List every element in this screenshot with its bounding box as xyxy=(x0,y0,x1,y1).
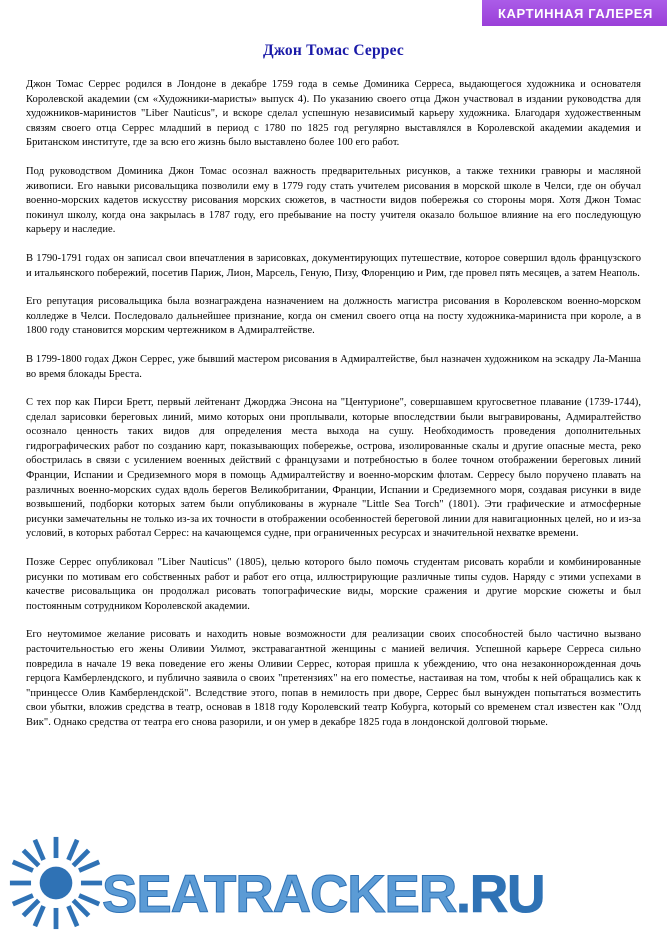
article-paragraph: Его неутомимое желание рисовать и находить новые возможности для реализации своих способностей было частично вызвано расточительностью его жены Оливии Уилмот, экстравагантной женщины с манией величия. Успешной карьере Серреса сильно повредила в начале 19 века поведение его жены Оливии Серрес, которая пришла к убеждению, что она незаконнорожденная дочь герцога Камберлендского, и публично заявила о своих "претензиях" на его поместье, настаивая на том, чтобы к ней обращались как к "принцессе Олив Камберлендской". Вследствие этого, попав в немилость при дворе, Серрес был вынужден попытаться возместить свои убытки, вложив средства в театр, основав в 1818 году Королевский театр Кобурга, который со временем стал известен как "Олд Вик". Однако средства от театра его снова разорили, и он умер в декабре 1825 года в лондонской долговой тюрьме. xyxy=(26,629,641,728)
article-paragraph: С тех пор как Пирси Бретт, первый лейтенант Джорджа Энсона на "Центурионе", совершавшем кругосветное плавание (1739-1744), сделал зарисовки береговых линий, мимо которых они проплывали, которые впоследствии были выгравированы, Адмиралтейство осознало ценность таких видов для определения места выхода на сушу. Необходимость проведения дополнительных гидрографических работ по созданию карт, показывающих побережье, острова, изолированные скалы и другие опасные места, реко обострилась в связи с усилением военных действий с французами и потребностью в более точном отображении береговых линий Франции, Испании и Средиземного моря в помощь Адмиралтейству и военно-морским флотам. Серресу было поручено плавать на различных военно-морских судах вдоль берегов Великобритании, Франции, Испании и Средиземного моря, создавая рисунки в виде возвышений, подборки которых затем были опубликованы в журнале "Little Sea Torch" (1801). Эти графические и атмосферные рисунки замечательны не только из-за их точности в отображении особенностей береговой линии для навигационных целей, но и из-за условий, в которых работал Серрес: на качающемся судне, при ограниченных ресурсах и значительной нехватке времени. xyxy=(26,397,641,540)
article-paragraph: В 1790-1791 годах он записал свои впечатления в зарисовках, документирующих путешествие, которое совершил вдоль французского и итальянского побережий, посетив Париж, Лион, Марсель, Геную, Пизу, Флоренцию и Рим, где провел пять месяцев, а затем Неаполь. xyxy=(26,252,641,279)
sun-icon xyxy=(8,835,104,931)
wordmark-tld: .RU xyxy=(456,865,545,924)
article-paragraph: Джон Томас Серрес родился в Лондоне в декабре 1759 года в семье Доминика Серреса, выдающегося художника и основателя Королевской академии (см «Художники-маристы» выпуск 4). По указанию своего отца Джон участвовал в издании руководства для художников-маринистов "Liber Nauticus", и вскоре сделал успешную независимый карьеру художника. Благодаря художественным связям своего отца Серрес младший в период с 1780 по 1825 год регулярно выставлялся в Королевской академии академия и Британском институте, где за всю его жизнь было выставлено более 100 его работ. xyxy=(26,79,641,149)
wordmark-main: SEATRACKER xyxy=(102,865,457,924)
wordmark xyxy=(102,865,545,924)
category-banner xyxy=(482,0,667,26)
article-paragraph: В 1799-1800 годах Джон Серрес, уже бывший мастером рисования в Адмиралтействе, был назначен художником на эскадру Ла-Манша во время блокады Бреста. xyxy=(26,353,641,380)
category-banner-label: КАРТИННАЯ ГАЛЕРЕЯ xyxy=(482,0,667,26)
article-paragraph: Позже Серрес опубликовал "Liber Nauticus" (1805), целью которого было помочь студентам рисовать корабли и комбинированные рисунки по мотивам его собственных работ и работ его отца, иллюстрирующие различные типы судов. Наряду с этими успехами в качестве рисовальщика он продолжал рисовать топографические виды, морские сражения и другие морские сюжеты и был постоянным сотрудником Королевской академии. xyxy=(26,557,641,612)
site-watermark xyxy=(0,831,667,939)
article-paragraph: Под руководством Доминика Джон Томас осознал важность предварительных рисунков, а также техники гравюры и масляной живописи. Его навыки рисовальщика позволили ему в 1779 году стать учителем рисования в морской школе в Челси, где он обучал военно-морских кадетов искусству рисования морских сюжетов, в частности видов побережья со стороны моря. Хотя Джон Томас покинул школу, когда она закрылась в 1787 году, его пребывание на посту учителя оказало большое влияние на его последующую карьеру и наследие. xyxy=(26,165,641,236)
page-title: Джон Томас Серрес xyxy=(263,42,404,59)
article-paragraph: Его репутация рисовальщика была вознаграждена назначением на должность магистра рисования в Королевском военно-морском колледже в Челси. Последовало дальнейшее признание, когда он сменил своего отца на посту художника-мариниста при короле, а в 1800 году становится морским чертежником в Адмиралтействе. xyxy=(26,296,641,337)
